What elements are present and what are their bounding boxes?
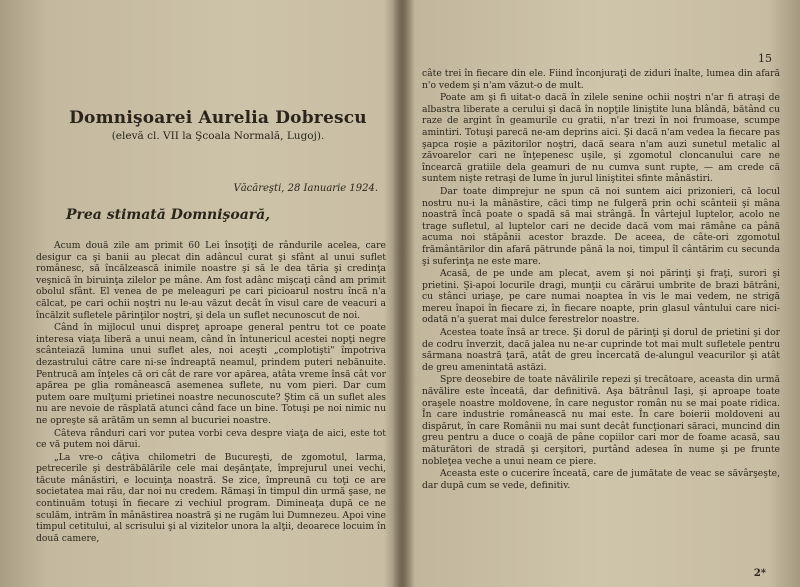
paragraph: Câteva rânduri cari vor putea vorbi ceva despre viaţa de aici, este tot ce vă putem noi dărui. bbox=[36, 427, 386, 451]
letter-title: Domnişoarei Aurelia Dobrescu bbox=[69, 108, 367, 128]
paragraph: Poate am şi fi uitat-o dacă în zilele senine ochii noştri n'ar fi atraşi de albastra liberate a cerului şi dacă în nopţile liniştite luna blândă, bătând cu raze de argint în geamurile cu gratii, n'ar trezi în noi frumoase, scumpe amintiri. Totuşi parecă ne-am deprins aici. Şi dacă n'am vedea la fiecare pas şapca roşie a păzitorilor noştri, dacă seara n'am auzi sunetul metalic al zăvoarelor cari ne înţepenesc uşile, şi zgomotul cloncanului care ne încearcă gratiile dela geamuri de nu cumva sunt rupte, — am crede că suntem nişte retraşi de lume în jurul liniştitei sfinte mânăstiri. bbox=[422, 92, 780, 185]
paragraph: Spre deosebire de toate năvălirile repezi şi trecătoare, aceasta din urmă năvălire este înceată, dar definitivă. Aşa bătrânul Iaşi, şi aproape toate oraşele noastre moldovene, în care negustor român nu se mai poate ridica. În care industrie românească nu mai este. În care boierii moldoveni au dispărut, în care Românii nu mai sunt decât funcţionari săraci, muncind din greu pentru a duce o coajă de pâne copiilor cari mor de foame acasă, sau măturători de stradă şi cerşitori, purtând adesea în nume şi pe frunte nobleţea veche a unui neam ce piere. bbox=[422, 374, 780, 467]
paragraph: „La vre-o câţiva chilometri de Bucureşti, de zgomotul, larma, petrecerile şi destrăbălările cele mai deşănţate, împrejurul unei vechi, tăcute mânăstiri, e locuinţa noastră. Se zice, împreună cu toţi ce are societatea mai rău, dar noi nu credem. Rămaşi în timpul din urmă şase, ne continuăm totuşi în fiecare zi vechiul program. Dimineaţa după ce ne sculăm, intrăm în mânăstirea noastră şi ne rugăm lui Dumnezeu. Apoi vine timpul cetitului, al scrisului şi al vizitelor unora la alţii, deoarece locuim în două camere, bbox=[36, 451, 386, 544]
paragraph: Aceasta este o cucerire înceată, care de jumătate de veac se săvârşeşte, dar după cum se vede, definitiv. bbox=[422, 468, 780, 491]
right-page-body bbox=[422, 68, 780, 586]
paragraph: câte trei în fiecare din ele. Fiind înconjuraţi de ziduri înalte, lumea din afară n'o vedem şi n'am văzut-o de mult. bbox=[422, 68, 780, 91]
page-number: 15 bbox=[758, 52, 772, 65]
paragraph: Acestea toate însă ar trece. Şi dorul de părinţi şi dorul de prietini şi dor de codru înverzit, dacă jalea nu ne-ar cuprinde tot mai mult sufletele pentru sărmana noastră ţară, atât de greu încercată de-alungul veacurilor şi atât de greu amenintată astăzi. bbox=[422, 327, 780, 373]
letter-dateline: Văcăreşti, 28 Ianuarie 1924. bbox=[233, 183, 378, 194]
letter-salutation: Prea stimată Domnişoară, bbox=[66, 207, 271, 223]
letter-subtitle: (elevă cl. VII la Şcoala Normală, Lugoj). bbox=[111, 130, 325, 142]
paragraph: Când în mijlocul unui dispreţ aproape general pentru tot ce poate interesa viaţa liberă a unui neam, când în întunericul acestei nopţi negre scânteiază lumina unui suflet ales, noi aceşti „complotişti" împotriva dezastrului către care ni-se îndreaptă neamul, prindem puteri nebănuite. Pentrucă am înţeles că ori cât de rare vor apărea, atâta vreme însă cât vor apărea pe glia românească asemenea suflete, nu vom pieri. Dar cum putem oare mulţumi prietinei noastre necunoscute? Ştim că un suflet ales nu are nevoie de răsplată atunci când face un bine. Totuşi pe noi nimic nu ne opreşte să arătăm un semn al bucuriei noastre. bbox=[36, 322, 386, 426]
left-page-body bbox=[36, 240, 386, 586]
paragraph: Dar toate dimprejur ne spun că noi suntem aici prizonieri, că locul nostru nu-i la mânăstire, căci timp ne fulgeră prin ochi scânteii şi mâna noastră încă poate o spadă să mai strângă. În vârtejul luptelor, acolo ne trage sufletul, al luptelor cari ne decide dacă vom mai rămâne ca până acuma noi stăpânii acestor brazde. De aceea, de câte-ori zgomotul frământărilor din afară pătrunde până la noi, timpul îl cântărim cu secunda şi suferinţa ne este mare. bbox=[422, 185, 780, 267]
right-page bbox=[420, 0, 780, 587]
printer-signature-mark: 2* bbox=[753, 568, 766, 579]
paragraph: Acum două zile am primit 60 Lei însoţiţi de rândurile acelea, care desigur ca şi banii au plecat din adâncul curat şi sfânt al unui suflet românesc, să încălzească inimile noastre şi să le dea tăria şi credinţa veşnică în biruinţa zilelor pe mâne. Am fost adânc mişcaţi când am primit obolul sfânt. El venea de pe meleaguri pe cari picioarul nostru încă n'a călcat, pe cari ochii noştri nu le-au văzut decât în visul care de veacuri a încălzit sufletele părinţilor noştri, şi dela un suflet necunoscut de noi. bbox=[36, 240, 386, 321]
paragraph: Acasă, de pe unde am plecat, avem şi noi părinţi şi fraţi, surori şi prietini. Şi-apoi locurile dragi, munţii cu cărărui umbrite de brazi bătrâni, cu stânci uriaşe, pe care numai noaptea în vis le mai vedem, ne strigă mereu înapoi în fiecare zi, în fiecare noapte, prin glasul vântului care nici-odată n'a şuerat mai dulce ferestrelor noastre. bbox=[422, 268, 780, 326]
book-gutter bbox=[392, 0, 414, 587]
left-page bbox=[28, 0, 386, 587]
